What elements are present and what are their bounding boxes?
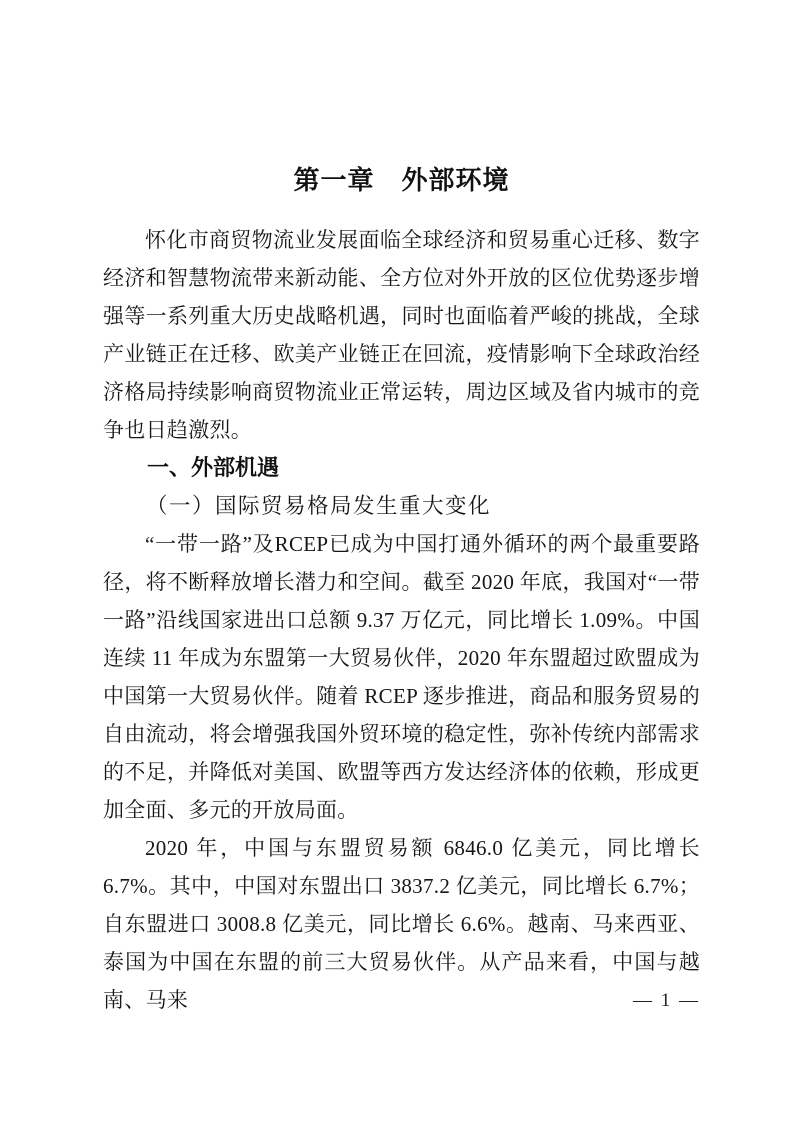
subsection-heading-trade-pattern: （一）国际贸易格局发生重大变化 xyxy=(146,494,492,518)
page-number: — 1 — xyxy=(633,990,700,1011)
paragraph-belt-and-road-rcep: “一带一路”及RCEP已成为中国打通外循环的两个最重要路径，将不断释放增长潜力和空间。截至 2020 年底，我国对“一带一路”沿线国家进出口总额 9.37 万亿元，同比增长 1.09%。中国连续 11 年成为东盟第一大贸易伙伴，2020 年东盟超过欧盟成为中国第一大贸易伙伴。随着 RCEP 逐步推进，商品和服务贸易的自由流动，将会增强我国外贸环境的稳定性，弥补传统内部需求的不足，并降低对美国、欧盟等西方发达经济体的依赖，形成更加全面、多元的开放局面。 xyxy=(103,532,700,822)
chapter-title: 第一章 外部环境 xyxy=(293,165,510,195)
intro-paragraph: 怀化市商贸物流业发展面临全球经济和贸易重心迁移、数字经济和智慧物流带来新动能、全方位对外开放的区位优势逐步增强等一系列重大历史战略机遇，同时也面临着严峻的挑战，全球产业链正在迁移、欧美产业链正在回流，疫情影响下全球政治经济格局持续影响商贸物流业正常运转，周边区域及省内城市的竞争也日趋激烈。 xyxy=(103,228,700,442)
section-heading-external-opportunities: 一、外部机遇 xyxy=(147,455,280,480)
paragraph-china-asean-trade: 2020 年，中国与东盟贸易额 6846.0 亿美元，同比增长 6.7%。其中，中国对东盟出口 3837.2 亿美元，同比增长 6.7%；自东盟进口 3008.8 亿美元，同比增长 6.6%。越南、马来西亚、泰国为中国在东盟的前三大贸易伙伴。从产品来看，中国与越南、马来 xyxy=(103,836,700,1012)
page-footer xyxy=(633,990,700,1012)
